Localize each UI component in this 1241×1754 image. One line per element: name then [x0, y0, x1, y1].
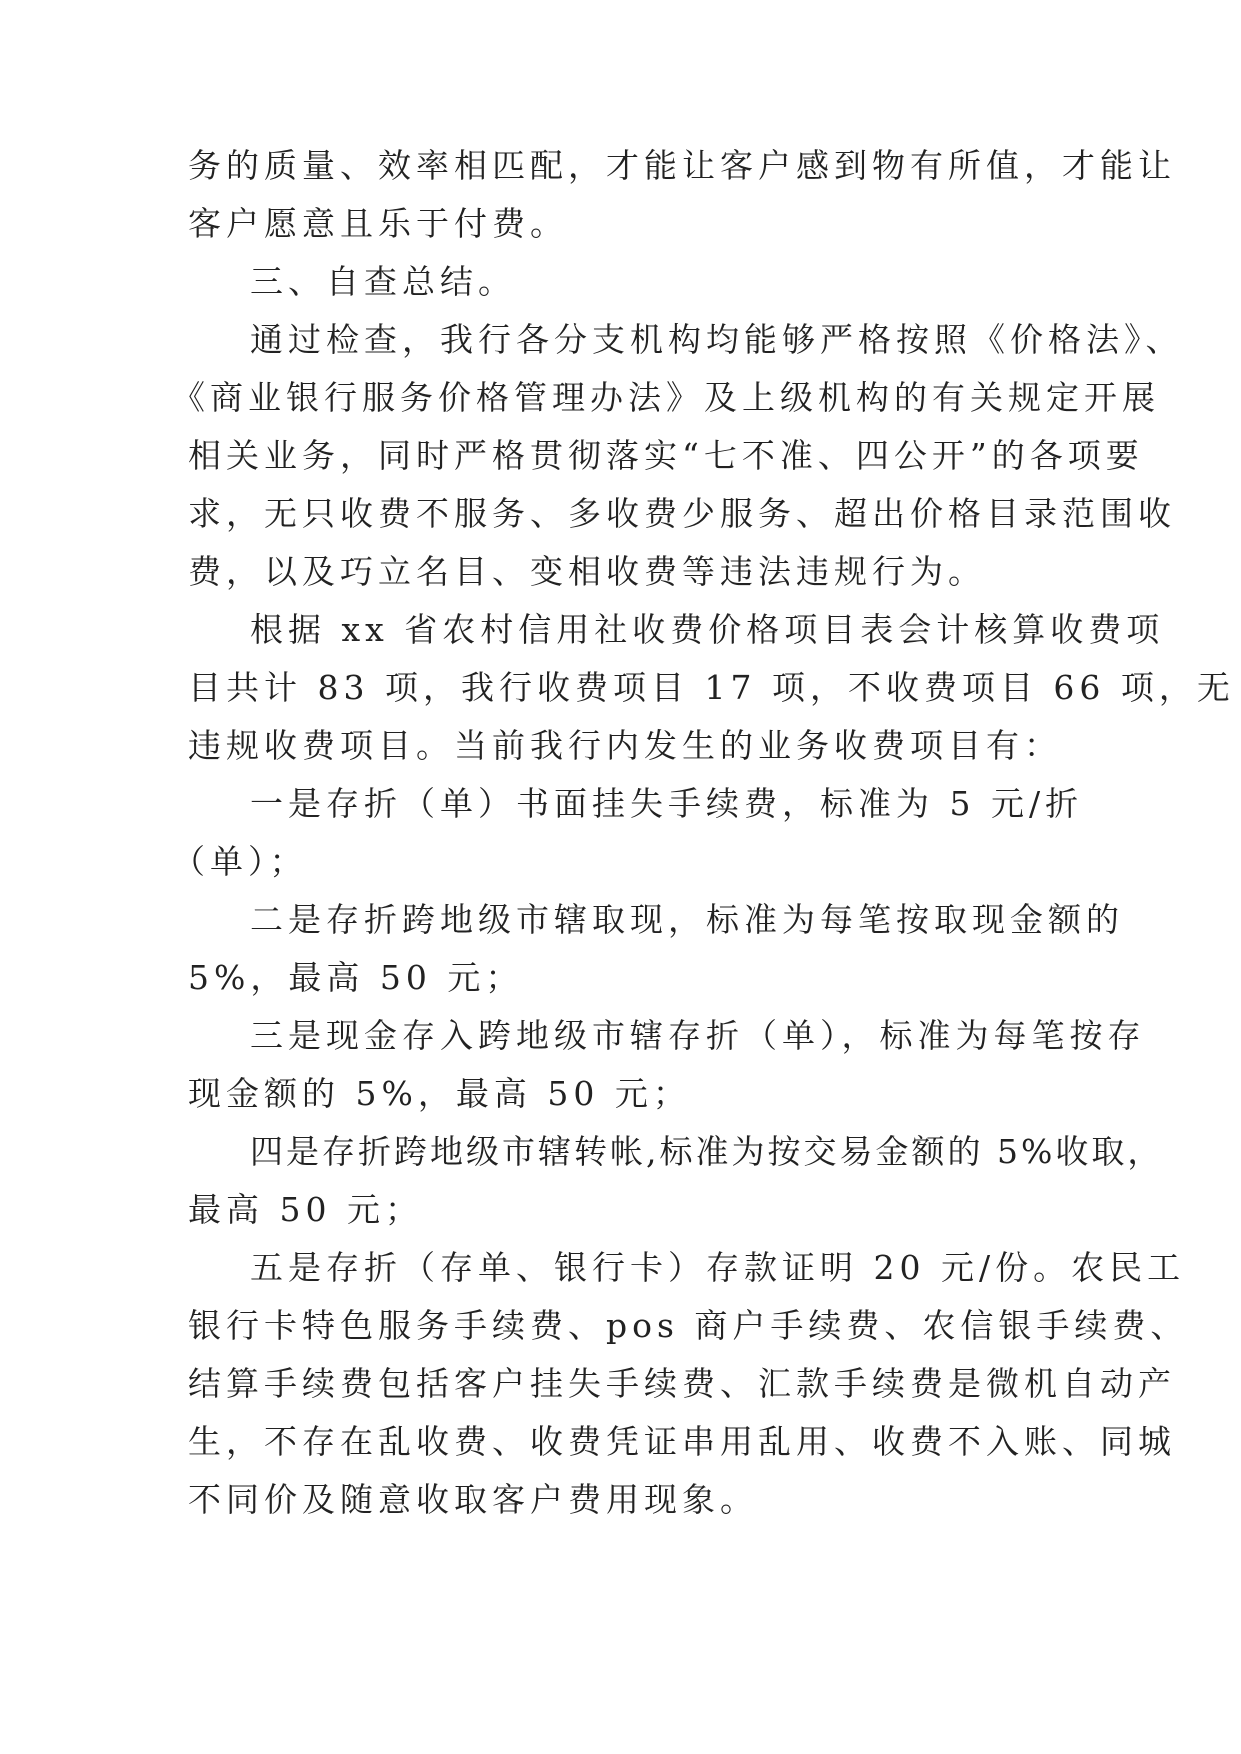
text-line: 客户愿意且乐于付费。 [188, 204, 568, 243]
text-line: 生，不存在乱收费、收费凭证串用乱用、收费不入账、同城 [188, 1422, 1176, 1461]
text-line: 《商业银行服务价格管理办法》及上级机构的有关规定开展 [172, 378, 1160, 417]
text-line: 通过检查，我行各分支机构均能够严格按照《价格法》、 [250, 320, 1184, 359]
text-line: 银行卡特色服务手续费、pos 商户手续费、农信银手续费、 [188, 1306, 1189, 1345]
text-line: 结算手续费包括客户挂失手续费、汇款手续费是微机自动产 [188, 1364, 1176, 1403]
text-line: 最高 50 元； [188, 1190, 423, 1229]
text-line: 五是存折（存单、银行卡）存款证明 20 元/份。农民工 [250, 1248, 1186, 1287]
section-heading: 三、自查总结。 [250, 262, 516, 301]
text-line: 现金额的 5%，最高 50 元； [188, 1074, 691, 1113]
text-line: 三是现金存入跨地级市辖存折（单），标准为每笔按存 [250, 1016, 1146, 1055]
text-line: 不同价及随意收取客户费用现象。 [188, 1480, 758, 1519]
text-line: 务的质量、效率相匹配，才能让客户感到物有所值，才能让 [188, 146, 1176, 185]
text-line: 目共计 83 项，我行收费项目 17 项，不收费项目 66 项，无 [188, 668, 1235, 707]
text-line: 二是存折跨地级市辖取现，标准为每笔按取现金额的 [250, 900, 1124, 939]
text-line: 四是存折跨地级市辖转帐,标准为按交易金额的 5%收取， [250, 1132, 1164, 1171]
text-line: （单）； [172, 842, 308, 881]
text-line: 根据 xx 省农村信用社收费价格项目表会计核算收费项 [250, 610, 1165, 649]
text-line: 求，无只收费不服务、多收费少服务、超出价格目录范围收 [188, 494, 1176, 533]
text-line: 5%，最高 50 元； [188, 958, 524, 997]
text-line: 违规收费项目。当前我行内发生的业务收费项目有： [188, 726, 1062, 765]
text-line: 一是存折（单）书面挂失手续费，标准为 5 元/折 [250, 784, 1084, 823]
text-line: 费，以及巧立名目、变相收费等违法违规行为。 [188, 552, 986, 591]
text-line: 相关业务，同时严格贯彻落实“七不准、四公开”的各项要 [188, 436, 1144, 475]
